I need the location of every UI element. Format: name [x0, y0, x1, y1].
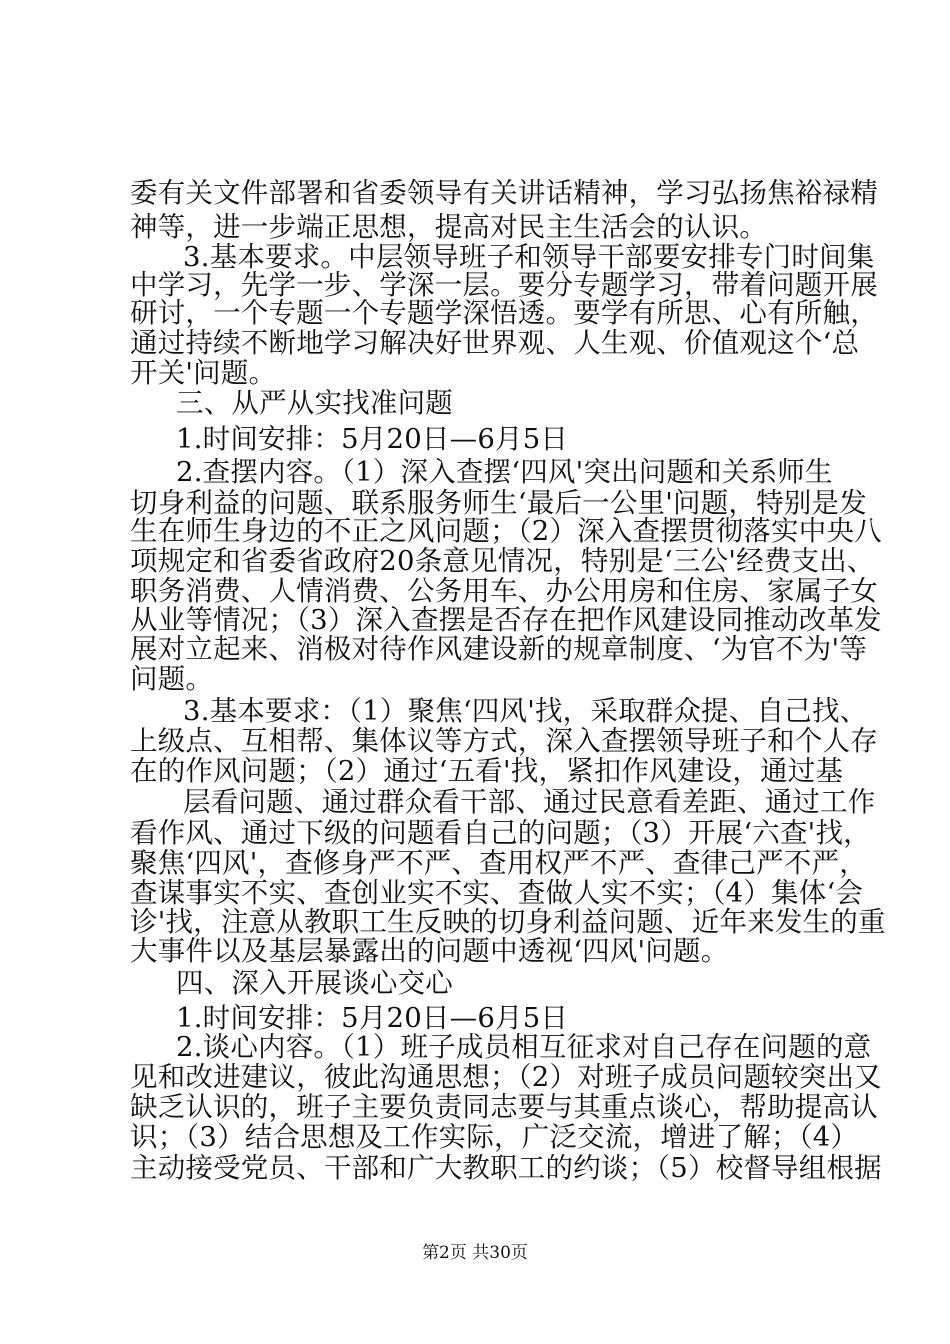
body-line: 1.时间安排：5月20日—6月5日 [176, 423, 569, 455]
body-line: 生在师生身边的不正之风问题；（2）深入查摆贯彻落实中央八 [130, 515, 882, 547]
body-line: 3.基本要求。中层领导班子和领导干部要安排专门时间集 [183, 241, 875, 273]
body-line: 查谋事实不实、查创业实不实、查做人实不实；（4）集体‘会 [130, 877, 864, 909]
body-line: 中学习，先学一步、学深一层。要分专题学习，带着问题开展 [130, 269, 878, 301]
body-line: 委有关文件部署和省委领导有关讲话精神，学习弘扬焦裕禄精 [130, 177, 878, 209]
page-footer: 第2页 共30页 [422, 1243, 528, 1263]
body-line: 大事件以及基层暴露出的问题中透视‘四风'问题。 [130, 935, 729, 967]
body-line: 3.基本要求：（1）聚焦‘四风'找，采取群众提、自己找、 [183, 695, 868, 727]
body-line: 1.时间安排：5月20日—6月5日 [176, 1002, 569, 1034]
body-line: 识；（3）结合思想及工作实际，广泛交流，增进了解；（4） [130, 1121, 859, 1153]
body-line: 看作风、通过下级的问题看自己的问题；（3）开展‘六查'找， [130, 817, 871, 849]
body-line: 上级点、互相帮、集体议等方式，深入查摆领导班子和个人存 [130, 725, 878, 757]
body-line: 2.谈心内容。（1）班子成员相互征求对自己存在问题的意 [176, 1031, 872, 1063]
body-line: 诊'找，注意从教职工生反映的切身利益问题、近年来发生的重 [130, 906, 886, 938]
body-line: 神等，进一步端正思想，提高对民主生活会的认识。 [130, 211, 768, 243]
body-line: 从业等情况；（3）深入查摆是否存在把作风建设同推动改革发 [130, 604, 882, 636]
body-line: 在的作风问题；（2）通过‘五看'找，紧扣作风建设，通过基 [130, 755, 844, 787]
body-line: 主动接受党员、干部和广大教职工的约谈；（5）校督导组根据 [130, 1152, 882, 1184]
body-line: 切身利益的问题、联系服务师生‘最后一公里'问题，特别是发 [130, 487, 867, 519]
body-line: 通过持续不断地学习解决好世界观、人生观、价值观这个‘总 [130, 327, 860, 359]
body-line: 项规定和省委省政府20条意见情况，特别是‘三公'经费支出、 [130, 545, 875, 577]
body-line: 职务消费、人情消费、公务用车、办公用房和住房、家属子女 [130, 575, 878, 607]
body-line: 见和改进建议，彼此沟通思想；（2）对班子成员问题较突出又 [130, 1061, 882, 1093]
body-line: 研讨，一个专题一个专题学深悟透。要学有所思、心有所触， [130, 297, 878, 329]
body-line: 2.查摆内容。（1）深入查摆‘四风'突出问题和关系师生 [176, 456, 833, 488]
body-line: 层看问题、通过群众看干部、通过民意看差距、通过工作 [183, 786, 876, 818]
body-line: 缺乏认识的，班子主要负责同志要与其重点谈心，帮助提高认 [130, 1091, 878, 1123]
section-heading: 四、深入开展谈心交心 [176, 967, 453, 999]
body-line: 聚焦‘四风'，查修身严不严、查用权严不严、查律己严不严， [130, 847, 867, 879]
section-heading: 三、从严从实找准问题 [176, 387, 453, 419]
body-line: 问题。 [130, 663, 214, 695]
body-line: 开关'问题。 [130, 357, 277, 389]
body-line: 展对立起来、消极对待作风建设新的规章制度、‘为官不为'等 [130, 633, 867, 665]
